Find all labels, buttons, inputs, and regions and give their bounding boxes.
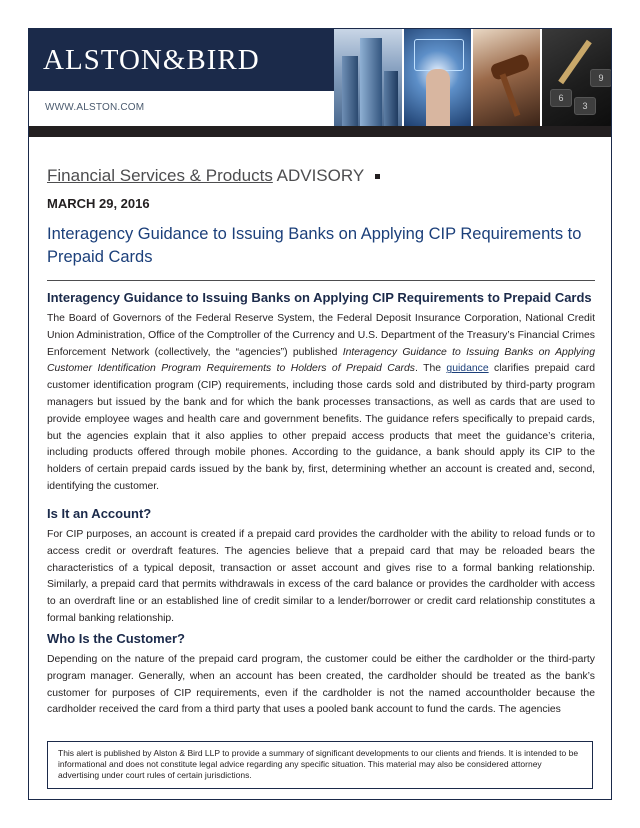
url-area [29,91,334,126]
section-heading: Is It an Account? [47,506,152,521]
advisory-page [28,28,612,800]
city-towers-photo [334,29,402,126]
guidance-title-italic: Interagency Guidance to Issuing Banks on Applying Customer Identification Program Requirements to Holders of Prepaid Cards [47,346,595,375]
touchscreen-photo [404,29,471,126]
practice-area-link[interactable]: Financial Services & Products [47,166,273,185]
masthead [29,29,612,126]
advisory-label: ADVISORY [276,166,364,185]
website-url[interactable]: WWW.ALSTON.COM [45,102,145,113]
alston-bird-logo: ALSTON&BIRD [43,43,260,76]
square-bullet-icon [375,174,380,179]
section-heading: Interagency Guidance to Issuing Banks on Applying CIP Requirements to Prepaid Cards [47,290,592,305]
guidance-link[interactable]: guidance [446,363,489,375]
disclaimer-box: This alert is published by Alston & Bird LLP to provide a summary of significant developments to our clients and friends. It is intended to be informational and does not constitute legal advice regarding any specific situation. This material may also be considered attorney advertising under court rules of certain jurisdictions. [47,741,593,789]
header-divider-band [29,126,612,137]
brand-panel [29,29,334,91]
gavel-photo [473,29,540,126]
publication-date: MARCH 29, 2016 [47,196,150,211]
advisory-title: Interagency Guidance to Issuing Banks on Applying CIP Requirements to Prepaid Cards [47,225,582,266]
section-who-is-the-customer [47,630,595,719]
section-overview [47,289,595,496]
advisory-heading [47,166,380,186]
section-paragraph: The Board of Governors of the Federal Reserve System, the Federal Deposit Insurance Corporation, National Credit Union Administration, Office of the Comptroller of the Currency and U.S. Department of the Treasury’s Financial Crimes Enforcement Network (collectively, the “agencies”) published Interagency Guidance to Issuing Banks on Applying Customer Identification Program Requirements to Holders of Prepaid Cards. The guidance clarifies prepaid card customer identification program (CIP) requirements, including those cards sold and distributed by third-party program managers but issued by the bank and for which the bank processes transactions, as well as cards that are used to provide employee wages and health care and government benefits. The guidance refers specifically to prepaid cards, but the agencies explain that it also applies to other prepaid access products that meet the guidance’s criteria, including products offered through mobile phones. According to the guidance, a bank should apply its CIP to the holders of certain prepaid cards issued by the bank by, first, determining whether an account is created and, second, identifying the customer. [47,313,595,492]
keyboard-pen-photo: 6 3 9 [542,29,612,126]
section-heading: Who Is the Customer? [47,631,185,646]
header-photo-strip [334,29,612,126]
section-paragraph: For CIP purposes, an account is created if a prepaid card provides the cardholder with the ability to reload funds or to access credit or overdraft features. The agencies believe that a prepaid card that may be reloaded bears the characteristics of a typical deposit, transaction or asset account and gives rise to a formal banking relationship. Similarly, a prepaid card that permits withdrawals in excess of the card balance or provides the cardholder with access to an overdraft line or an established line of credit similar to a lender/borrower or credit card relationship constitutes a formal banking relationship. [47,529,595,624]
section-paragraph: Depending on the nature of the prepaid card program, the customer could be either the cardholder or the third-party program manager. Generally, when an account has been created, the cardholder should be treated as the bank’s customer for purposes of CIP requirements, even if the cardholder is not the named accountholder because the cardholder received the card from a third party that uses a pooled bank account to fund the cards. The agencies [47,654,595,716]
title-divider [47,280,595,281]
section-is-it-an-account [47,505,595,628]
